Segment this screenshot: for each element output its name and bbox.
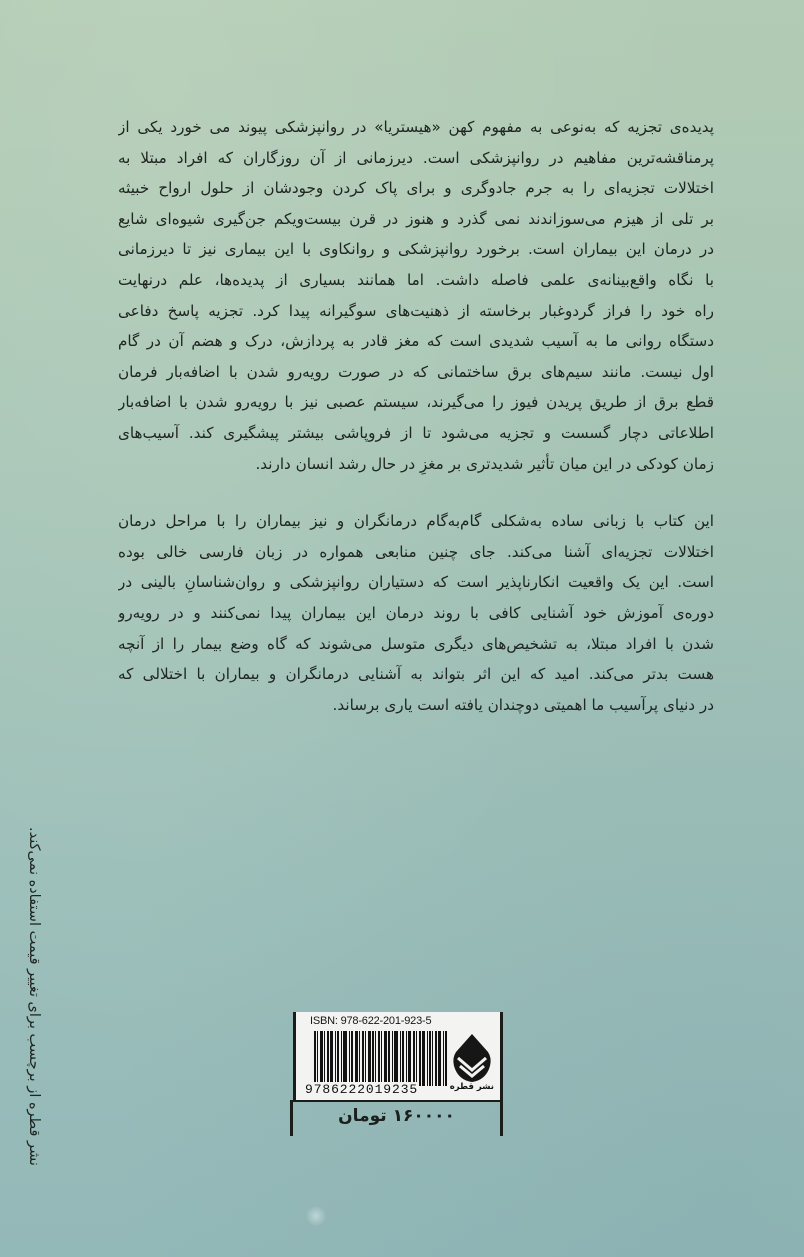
barcode-label — [293, 1012, 503, 1100]
blurb-paragraph-2 — [118, 506, 714, 720]
blurb-line: در درمان این بیماران است. برخورد روانپزشکی و روانکاوی با این بیماری نیز تا دیرزمانی — [118, 240, 714, 259]
blurb-line: قطع برق از طریق پریدن فیوز را می‌گیرند، سیستم عصبی نیز با رویه‌رو شدن با اضافه‌بار — [118, 393, 714, 412]
isbn-number: ISBN: 978-622-201-923-5 — [310, 1015, 432, 1027]
blurb-line: اطلاعاتی دچار گسست و تجزیه می‌شود تا از فروپاشی بیشتر پیشگیری کند. آسیب‌های — [118, 423, 714, 442]
book-blurb — [118, 112, 714, 720]
blurb-line: راه خود را فراز گردوغبار برخاسته از ذهنیت‌های سوگیرانه پیدا کرد. تجزیه پاسخ دفاعی — [118, 301, 714, 320]
price-box — [290, 1100, 503, 1136]
isbn-barcode-block — [290, 1012, 508, 1140]
blurb-line: در دنیای پرآسیب ما اهمیتی دوچندان یافته است یاری برساند. — [332, 695, 714, 714]
blurb-line: اول نیست. مانند سیم‌های برق ساختمانی که در صورت رویه‌رو شدن با اضافه‌بار فرمان — [118, 362, 714, 381]
blurb-line: دستگاه روانی ما به آسیب شدیدی است که مغز قادر به پردازش، درک و هضم آن در گام — [118, 332, 714, 351]
blurb-line: این کتاب با زبانی ساده به‌شکلی گام‌به‌گام درمانگران و نیز بیماران را با مراحل درمان — [118, 512, 714, 531]
blurb-line: زمان کودکی در این میان تأثیر شدیدتری بر مغزِ در حال رشد انسان دارند. — [255, 454, 714, 473]
ean-digits: 9786222019235 — [305, 1082, 419, 1097]
publisher-name: نشر قطره — [449, 1082, 494, 1092]
blurb-line: شدن با افراد مبتلا، به تشخیص‌های دیگری متوسل می‌شوند که گاه وضع بیمار را از آنچه — [118, 634, 714, 653]
blurb-line: دوره‌ی آموزش خود آشنایی کافی با روند درمان این بیماران پیدا نمی‌کنند و در رویه‌رو — [118, 603, 714, 622]
blurb-paragraph-1 — [118, 112, 714, 479]
blurb-line: اختلالات تجزیه‌ای را به جرم جادوگری و برای پاک کردن وجودشان از حلول ارواح خبیثه — [118, 179, 714, 198]
barcode-bars-icon — [314, 1031, 449, 1086]
blurb-line: پرمناقشه‌ترین مفاهیم در روانپزشکی است. دیرزمانی از آن روزگاران که افراد مبتلا به — [118, 148, 714, 167]
blurb-line: بر تلی از هیزم می‌سوزاندند نمی گذرد و هنوز در قرن بیست‌ویکم جن‌گیری شیوه‌ای شایع — [118, 209, 714, 228]
blurb-line: اختلالات تجزیه‌ای آشنا می‌کند. جای چنین منابعی همواره در زبان فارسی خالی بوده — [118, 542, 714, 561]
blurb-line: است. این یک واقعیت انکارناپذیر است که دستیاران روانپزشکی و روان‌شناسانِ بالینی در — [118, 573, 714, 592]
price-value: ۱۶۰۰۰۰ تومان — [338, 1106, 455, 1126]
cover-scuff-mark — [306, 1205, 326, 1227]
price-label-notice: نشر قطره از برچسب برای تغییر قیمت استفاده نمی‌کند. — [26, 827, 42, 1166]
blurb-line: هست بدتر می‌کند. امید که این اثر بتواند به آشنایی درمانگران و بیماران با اختلالی که — [118, 665, 714, 684]
blurb-line: با نگاه واقع‌بینانه‌ی علمی فاصله داشت. اما همانند بسیاری از پدیده‌ها، علم درنهایت — [118, 270, 714, 289]
blurb-line: پدیده‌ی تجزیه که به‌نوعی به مفهوم کهن «هیستریا» در روانپزشکی پیوند می خورد یکی از — [118, 118, 714, 136]
